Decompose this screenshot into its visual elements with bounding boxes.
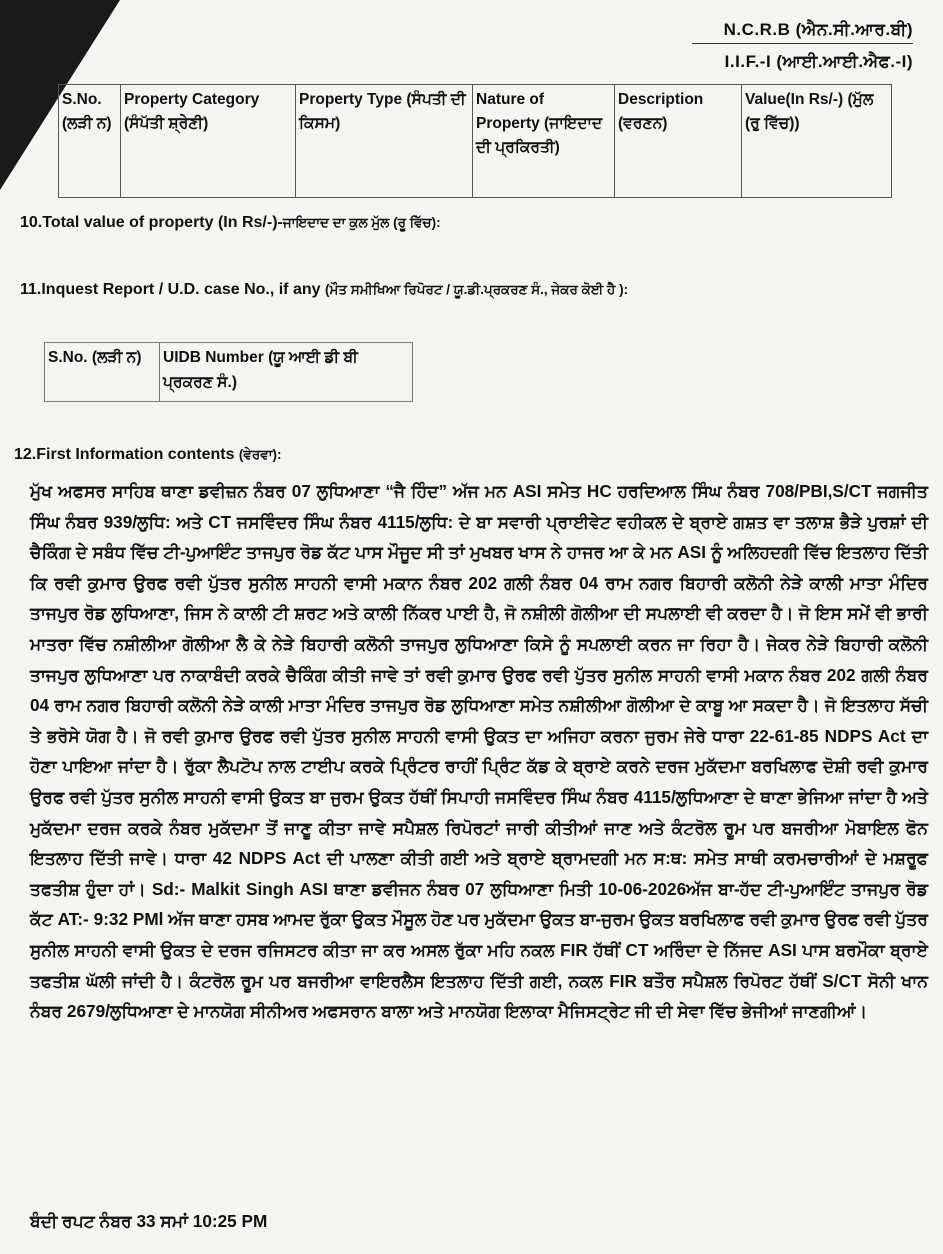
uidb-table <box>44 342 413 402</box>
closing-report-line: ਬੰਦੀ ਰਪਟ ਨੰਬਰ 33 ਸਮਾਂ 10:25 PM <box>30 1211 268 1231</box>
header-divider <box>692 43 913 44</box>
item-10-label-local: ਜਾਇਦਾਦ ਦਾ ਕੁਲ ਮੁੱਲ (ਰੂ ਵਿੱਚ): <box>282 215 441 230</box>
property-table <box>58 84 892 198</box>
col-property-type: Property Type (ਸੰਪਤੀ ਦੀ ਕਿਸਮ) <box>296 85 473 198</box>
col-property-category: Property Category (ਸੰਪੱਤੀ ਸ਼੍ਰੇਣੀ) <box>121 85 296 198</box>
col-uidb-number: UIDB Number (ਯੂ ਆਈ ਡੀ ਬੀ ਪ੍ਰਕਰਣ ਸੰ.) <box>160 343 413 402</box>
table-row <box>59 85 892 198</box>
item-12-first-information <box>14 446 282 464</box>
col-sno: S.No. (ਲੜੀ ਨ) <box>59 85 121 198</box>
item-11-label-local: (ਮੌਤ ਸਮੀਖਿਆ ਰਿਪੋਰਟ / ਯੂ.ਡੀ.ਪ੍ਰਕਰਣ ਸੰ., ਜੇਕਰ ਕੋਈ ਹੈ ): <box>324 282 629 297</box>
iif-header: I.I.F.-I (ਆਈ.ਆਈ.ਐਫ.-I) <box>724 52 913 71</box>
fir-contents-text: ਮੁੱਖ ਅਫਸਰ ਸਾਹਿਬ ਥਾਣਾ ਡਵੀਜ਼ਨ ਨੰਬਰ 07 ਲੁਧਿਆਣਾ “ਜੈ ਹਿੰਦ” ਅੱਜ ਮਨ ASI ਸਮੇਤ HC ਹਰਦਿਆਲ ਸਿੰਘ ਨੰਬਰ 708/PBI,S/CT ਜਗਜੀਤ ਸਿੰਘ ਨੰਬਰ 939/ਲੁਧਿ: ਅਤੇ CT ਜਸਵਿੰਦਰ ਸਿੰਘ ਨੰਬਰ 4115/ਲੁਧਿ: ਦੇ ਬਾ ਸਵਾਰੀ ਪ੍ਰਾਈਵੇਟ ਵਹੀਕਲ ਦੇ ਬ੍ਰਾਏ ਗਸ਼ਤ ਵਾ ਤਲਾਸ਼ ਭੈੜੇ ਪੁਰਸ਼ਾਂ ਦੀ ਚੈਕਿੰਗ ਦੇ ਸਬੰਧ ਵਿੱਚ ਟੀ-ਪੁਆਇੰਟ ਤਾਜਪੁਰ ਰੋਡ ਕੱਟ ਪਾਸ ਮੌਜੂਦ ਸੀ ਤਾਂ ਮੁਖਬਰ ਖਾਸ ਨੇ ਹਾਜਰ ਆ ਕੇ ਮਨ ASI ਨੂੰ ਅਲਿਹਦਗੀ ਵਿੱਚ ਇਤਲਾਹ ਦਿੱਤੀ ਕਿ ਰਵੀ ਕੁਮਾਰ ਉਰਫ ਰਵੀ ਪੁੱਤਰ ਸੁਨੀਲ ਸਾਹਨੀ ਵਾਸੀ ਮਕਾਨ ਨੰਬਰ 202 ਗਲੀ ਨੰਬਰ 04 ਰਾਮ ਨਗਰ ਬਿਹਾਰੀ ਕਲੋਨੀ ਨੇੜੇ ਕਾਲੀ ਮਾਤਾ ਮੰਦਿਰ ਤਾਜਪੁਰ ਰੋਡ ਲੁਧਿਆਣਾ, ਜਿਸ ਨੇ ਕਾਲੀ ਟੀ ਸ਼ਰਟ ਅਤੇ ਕਾਲੀ ਨਿੱਕਰ ਪਾਈ ਹੈ, ਜੋ ਨਸ਼ੀਲੀ ਗੋਲੀਆ ਦੀ ਸਪਲਾਈ ਵੀ ਕਰਦਾ ਹੈ। ਜੋ ਇਸ ਸਮੇਂ ਵੀ ਭਾਰੀ ਮਾਤਰਾ ਵਿੱਚ ਨਸ਼ੀਲੀਆ ਗੋਲੀਆ ਲੈ ਕੇ ਨੇੜੇ ਬਿਹਾਰੀ ਕਲੋਨੀ ਤਾਜਪੁਰ ਲੁਧਿਆਣਾ ਕਿਸੇ ਨੂੰ ਸਪਲਾਈ ਕਰਨ ਜਾ ਰਿਹਾ ਹੈ। ਜੇਕਰ ਨੇੜੇ ਬਿਹਾਰੀ ਕਲੋਨੀ ਤਾਜਪੁਰ ਲੁਧਿਆਣਾ ਪਰ ਨਾਕਾਬੰਦੀ ਕਰਕੇ ਚੈਕਿੰਗ ਕੀਤੀ ਜਾਵੇ ਤਾਂ ਰਵੀ ਕੁਮਾਰ ਉਰਫ ਰਵੀ ਪੁੱਤਰ ਸੁਨੀਲ ਸਾਹਨੀ ਵਾਸੀ ਮਕਾਨ ਨੰਬਰ 202 ਗਲੀ ਨੰਬਰ 04 ਰਾਮ ਨਗਰ ਬਿਹਾਰੀ ਕਲੋਨੀ ਨੇੜੇ ਕਾਲੀ ਮਾਤਾ ਮੰਦਿਰ ਤਾਜਪੁਰ ਰੋਡ ਲੁਧਿਆਣਾ ਸਮੇਤ ਨਸ਼ੀਲੀਆ ਗੋਲੀਆ ਦੇ ਕਾਬੂ ਆ ਸਕਦਾ ਹੈ। ਜੋ ਇਤਲਾਹ ਸੱਚੀ ਤੇ ਭਰੋਸੇ ਯੋਗ ਹੈ। ਜੋ ਰਵੀ ਕੁਮਾਰ ਉਰਫ ਰਵੀ ਪੁੱਤਰ ਸੁਨੀਲ ਸਾਹਨੀ ਵਾਸੀ ਉਕਤ ਦਾ ਅਜਿਹਾ ਕਰਨਾ ਜੁਰਮ ਜੇਰੇ ਧਾਰਾ 22-61-85 NDPS Act ਦਾ ਹੋਣਾ ਪਾਇਆ ਜਾਂਦਾ ਹੈ। ਰੁੱਕਾ ਲੈਪਟੋਪ ਨਾਲ ਟਾਈਪ ਕਰਕੇ ਪ੍ਰਿੰਟਰ ਰਾਹੀਂ ਪ੍ਰਿੰਟ ਕੱਡ ਕੇ ਬ੍ਰਾਏ ਕਰਨੇ ਦਰਜ ਮੁਕੱਦਮਾ ਬਰਖਿਲਾਫ ਦੋਸ਼ੀ ਰਵੀ ਕੁਮਾਰ ਉਰਫ ਰਵੀ ਪੁੱਤਰ ਸੁਨੀਲ ਸਾਹਨੀ ਵਾਸੀ ਉਕਤ ਬਾ ਜੁਰਮ ਉਕਤ ਹੱਥੀਂ ਸਿਪਾਹੀ ਜਸਵਿੰਦਰ ਸਿੰਘ ਨੰਬਰ 4115/ਲੁਧਿਆਣਾ ਦੇ ਥਾਣਾ ਭੇਜਿਆ ਜਾਂਦਾ ਹੈ ਅਤੇ ਮੁਕੱਦਮਾ ਦਰਜ ਕਰਕੇ ਨੰਬਰ ਮੁਕੱਦਮਾ ਤੋਂ ਜਾਣੂ ਕੀਤਾ ਜਾਵੇ ਸਪੈਸ਼ਲ ਰਿਪੋਰਟਾਂ ਜਾਰੀ ਕੀਤੀਆਂ ਜਾਣ ਅਤੇ ਕੰਟਰੋਲ ਰੂਮ ਪਰ ਬਜਰੀਆ ਮੋਬਾਇਲ ਫੋਨ ਇਤਲਾਹ ਦਿੱਤੀ ਜਾਵੇ। ਧਾਰਾ 42 NDPS Act ਦੀ ਪਾਲਣਾ ਕੀਤੀ ਗਈ ਅਤੇ ਬ੍ਰਾਏ ਬ੍ਰਾਮਦਗੀ ਮਨ ਸ:ਥ: ਸਮੇਤ ਸਾਥੀ ਕਰਮਚਾਰੀਆਂ ਦੇ ਮਸ਼ਰੂਫ ਤਫਤੀਸ਼ ਹੁੰਦਾ ਹਾਂ। Sd:- Malkit Singh ASI ਥਾਣਾ ਡਵੀਜਨ ਨੰਬਰ 07 ਲੁਧਿਆਣਾ ਮਿਤੀ 10-06-2026ਅੱਜ ਬਾ-ਹੱਦ ਟੀ-ਪੁਆਇੰਟ ਤਾਜਪੁਰ ਰੋਡ ਕੱਟ AT:- 9:32 PMl ਅੱਜ ਥਾਣਾ ਹਸਬ ਆਮਦ ਰੁੱਕਾ ਉਕਤ ਮੌਸੂਲ ਹੋਣ ਪਰ ਮੁਕੱਦਮਾ ਉਕਤ ਬਾ-ਜੁਰਮ ਉਕਤ ਬਰਖਿਲਾਫ ਰਵੀ ਕੁਮਾਰ ਉਰਫ ਰਵੀ ਪੁੱਤਰ ਸੁਨੀਲ ਸਾਹਨੀ ਵਾਸੀ ਉਕਤ ਦੇ ਦਰਜ ਰਜਿਸਟਰ ਕੀਤਾ ਜਾ ਕਰ ਅਸਲ ਰੁੱਕਾ ਮਹਿ ਨਕਲ FIR ਹੱਥੀਂ CT ਅਰਿੰਦਾ ਦੇ ਨਿੱਜਦ ASI ਪਾਸ ਬਰਮੌਕਾ ਬ੍ਰਾਏ ਤਫਤੀਸ਼ ਘੱਲੀ ਜਾਂਦੀ ਹੈ। ਕੰਟਰੋਲ ਰੂਮ ਪਰ ਬਜਰੀਆ ਵਾਇਰਲੈਸ ਇਤਲਾਹ ਦਿੱਤੀ ਗਈ, ਨਕਲ FIR ਬਤੌਰ ਸਪੈਸ਼ਲ ਰਿਪੋਰਟ ਹੱਥੀਂ S/CT ਸੋਨੀ ਖਾਨ ਨੰਬਰ 2679/ਲੁਧਿਆਣਾ ਦੇ ਮਾਨਯੋਗ ਸੀਨੀਅਰ ਅਫਸਰਾਨ ਬਾਲਾ ਅਤੇ ਮਾਨਯੋਗ ਇਲਾਕਾ ਮੈਜਿਸਟ੍ਰੇਟ ਜੀ ਦੀ ਸੇਵਾ ਵਿੱਚ ਭੇਜੀਆਂ ਜਾਣਗੀਆਂ। <box>30 481 928 1022</box>
col-description: Description (ਵਰਣਨ) <box>615 85 742 198</box>
item-10-label: 10.Total value of property (In Rs/-)- <box>20 214 283 231</box>
item-12-label: 12.First Information contents <box>14 446 235 463</box>
item-12-label-local: (ਵੇਰਵਾ): <box>238 447 282 462</box>
item-11-inquest-report <box>20 281 628 299</box>
col-nature-of-property: Nature of Property (ਜਾਇਦਾਦ ਦੀ ਪ੍ਰਕਿਰਤੀ) <box>473 85 615 198</box>
item-11-label: 11.Inquest Report / U.D. case No., if any <box>20 281 321 298</box>
item-10-total-value <box>20 214 441 232</box>
ncrb-header: N.C.R.B (ਐਨ.ਸੀ.ਆਰ.ਬੀ) <box>723 20 913 39</box>
col-uidb-sno: S.No. (ਲੜੀ ਨ) <box>45 343 160 402</box>
table-row <box>45 343 413 402</box>
col-value: Value(In Rs/-) (ਮੁੱਲ (ਰੁ ਵਿੱਚ)) <box>742 85 892 198</box>
